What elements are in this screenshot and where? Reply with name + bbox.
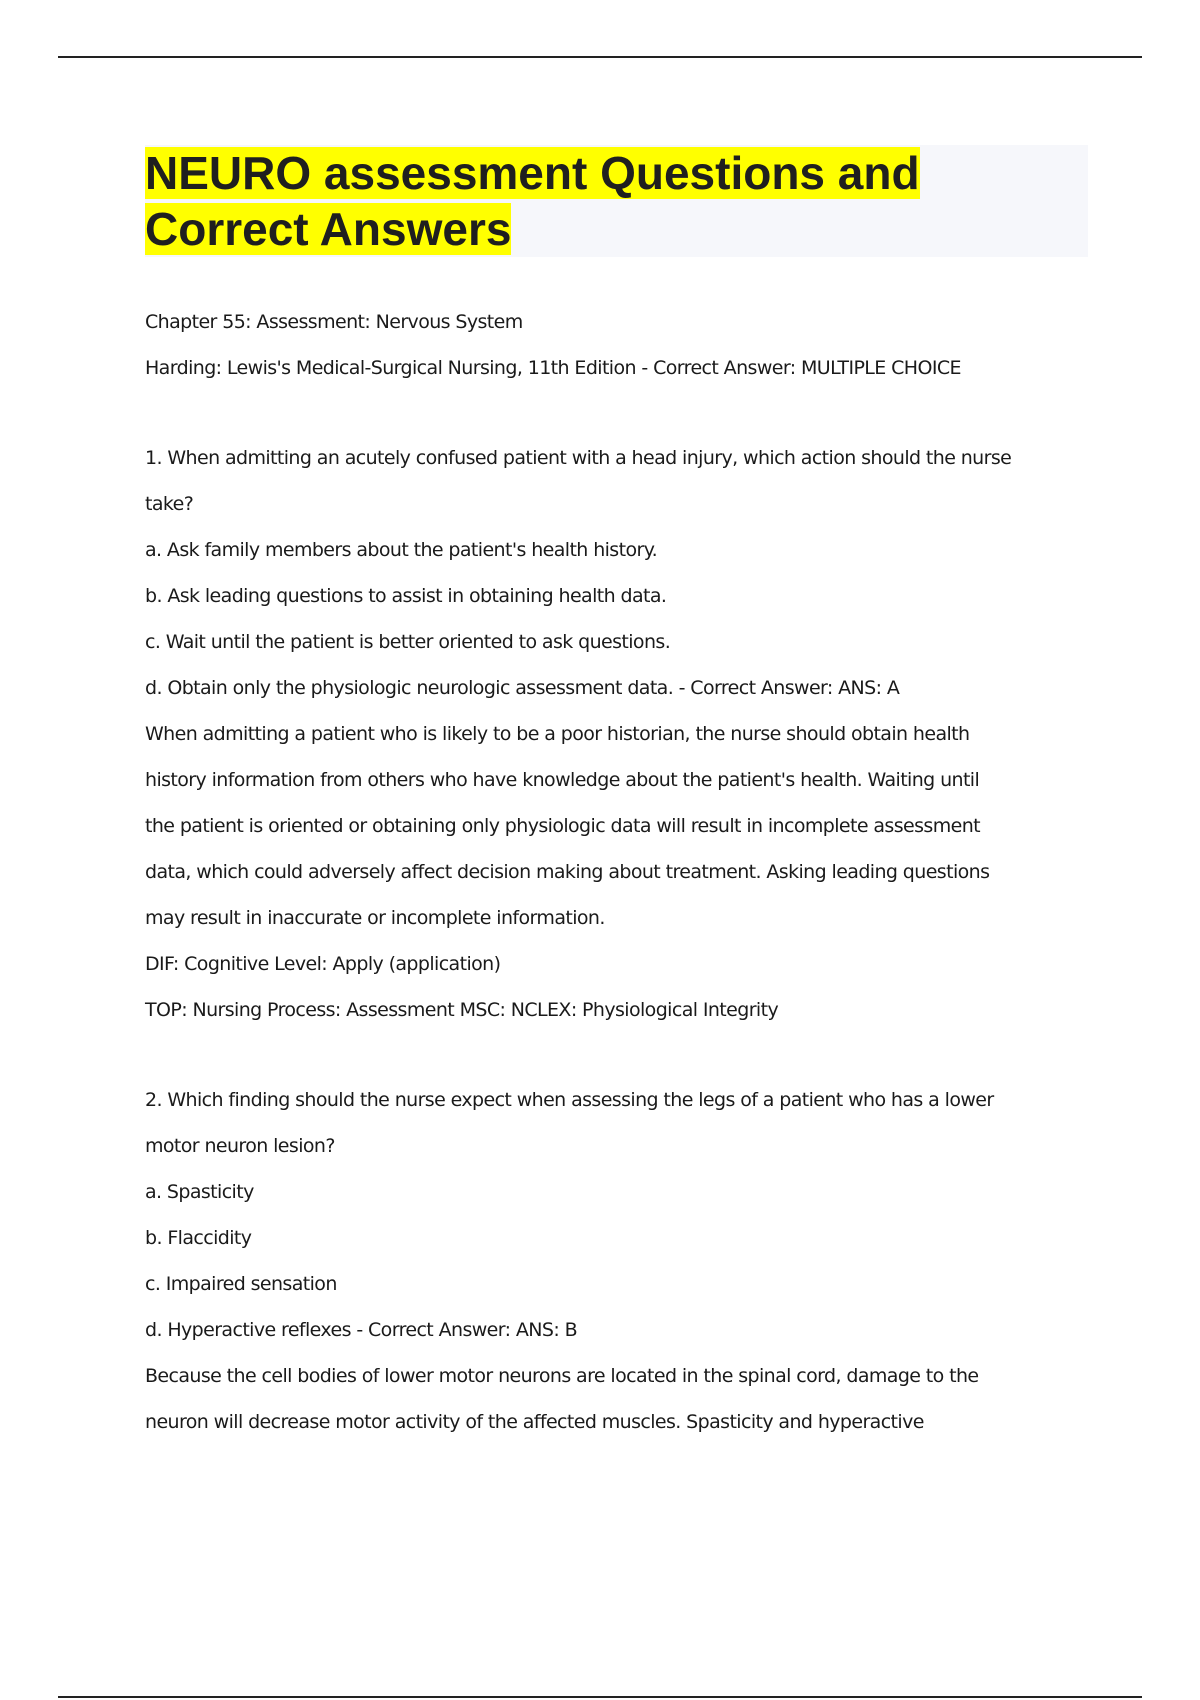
source-line: Harding: Lewis's Medical-Surgical Nursing, 11th Edition - Correct Answer: MULTIPLE CHOICE — [145, 357, 961, 379]
option-d-with-answer: d. Hyperactive reflexes - Correct Answer: ANS: B — [145, 1319, 578, 1341]
option-b: b. Flaccidity — [145, 1227, 252, 1249]
section-gap — [145, 391, 1045, 435]
question-1 — [145, 435, 1045, 1033]
title-block — [145, 145, 1088, 257]
option-b: b. Ask leading questions to assist in obtaining health data. — [145, 585, 667, 607]
rationale-line: When admitting a patient who is likely to be a poor historian, the nurse should obtain health — [145, 723, 970, 745]
document-body — [145, 299, 1045, 1445]
rationale-line: data, which could adversely affect decision making about treatment. Asking leading questions — [145, 861, 990, 883]
rationale-line: the patient is oriented or obtaining only physiologic data will result in incomplete assessment — [145, 815, 981, 837]
rationale-line: neuron will decrease motor activity of the affected muscles. Spasticity and hyperactive — [145, 1411, 924, 1433]
top-rule — [58, 56, 1142, 58]
topic-line: TOP: Nursing Process: Assessment MSC: NCLEX: Physiological Integrity — [145, 999, 779, 1021]
option-c: c. Impaired sensation — [145, 1273, 337, 1295]
difficulty-line: DIF: Cognitive Level: Apply (application) — [145, 953, 501, 975]
section-gap — [145, 1033, 1045, 1077]
option-a: a. Ask family members about the patient's health history. — [145, 539, 658, 561]
rationale-line: Because the cell bodies of lower motor neurons are located in the spinal cord, damage to the — [145, 1365, 979, 1387]
rationale-line: may result in inaccurate or incomplete information. — [145, 907, 605, 929]
question-stem-line: 2. Which finding should the nurse expect when assessing the legs of a patient who has a lower — [145, 1089, 994, 1111]
question-stem-line: motor neuron lesion? — [145, 1135, 335, 1157]
option-d-with-answer: d. Obtain only the physiologic neurologic assessment data. - Correct Answer: ANS: A — [145, 677, 900, 699]
title-line-1: NEURO assessment Questions and — [145, 147, 920, 199]
bottom-rule — [58, 1696, 1142, 1698]
title-line-2: Correct Answers — [145, 203, 512, 255]
question-stem-line: 1. When admitting an acutely confused patient with a head injury, which action should the nurse — [145, 447, 1012, 469]
rationale-line: history information from others who have knowledge about the patient's health. Waiting until — [145, 769, 980, 791]
option-c: c. Wait until the patient is better oriented to ask questions. — [145, 631, 671, 653]
option-a: a. Spasticity — [145, 1181, 254, 1203]
document-title — [145, 145, 1088, 257]
question-2 — [145, 1077, 1045, 1445]
chapter-line: Chapter 55: Assessment: Nervous System — [145, 311, 523, 333]
question-stem-line: take? — [145, 493, 194, 515]
